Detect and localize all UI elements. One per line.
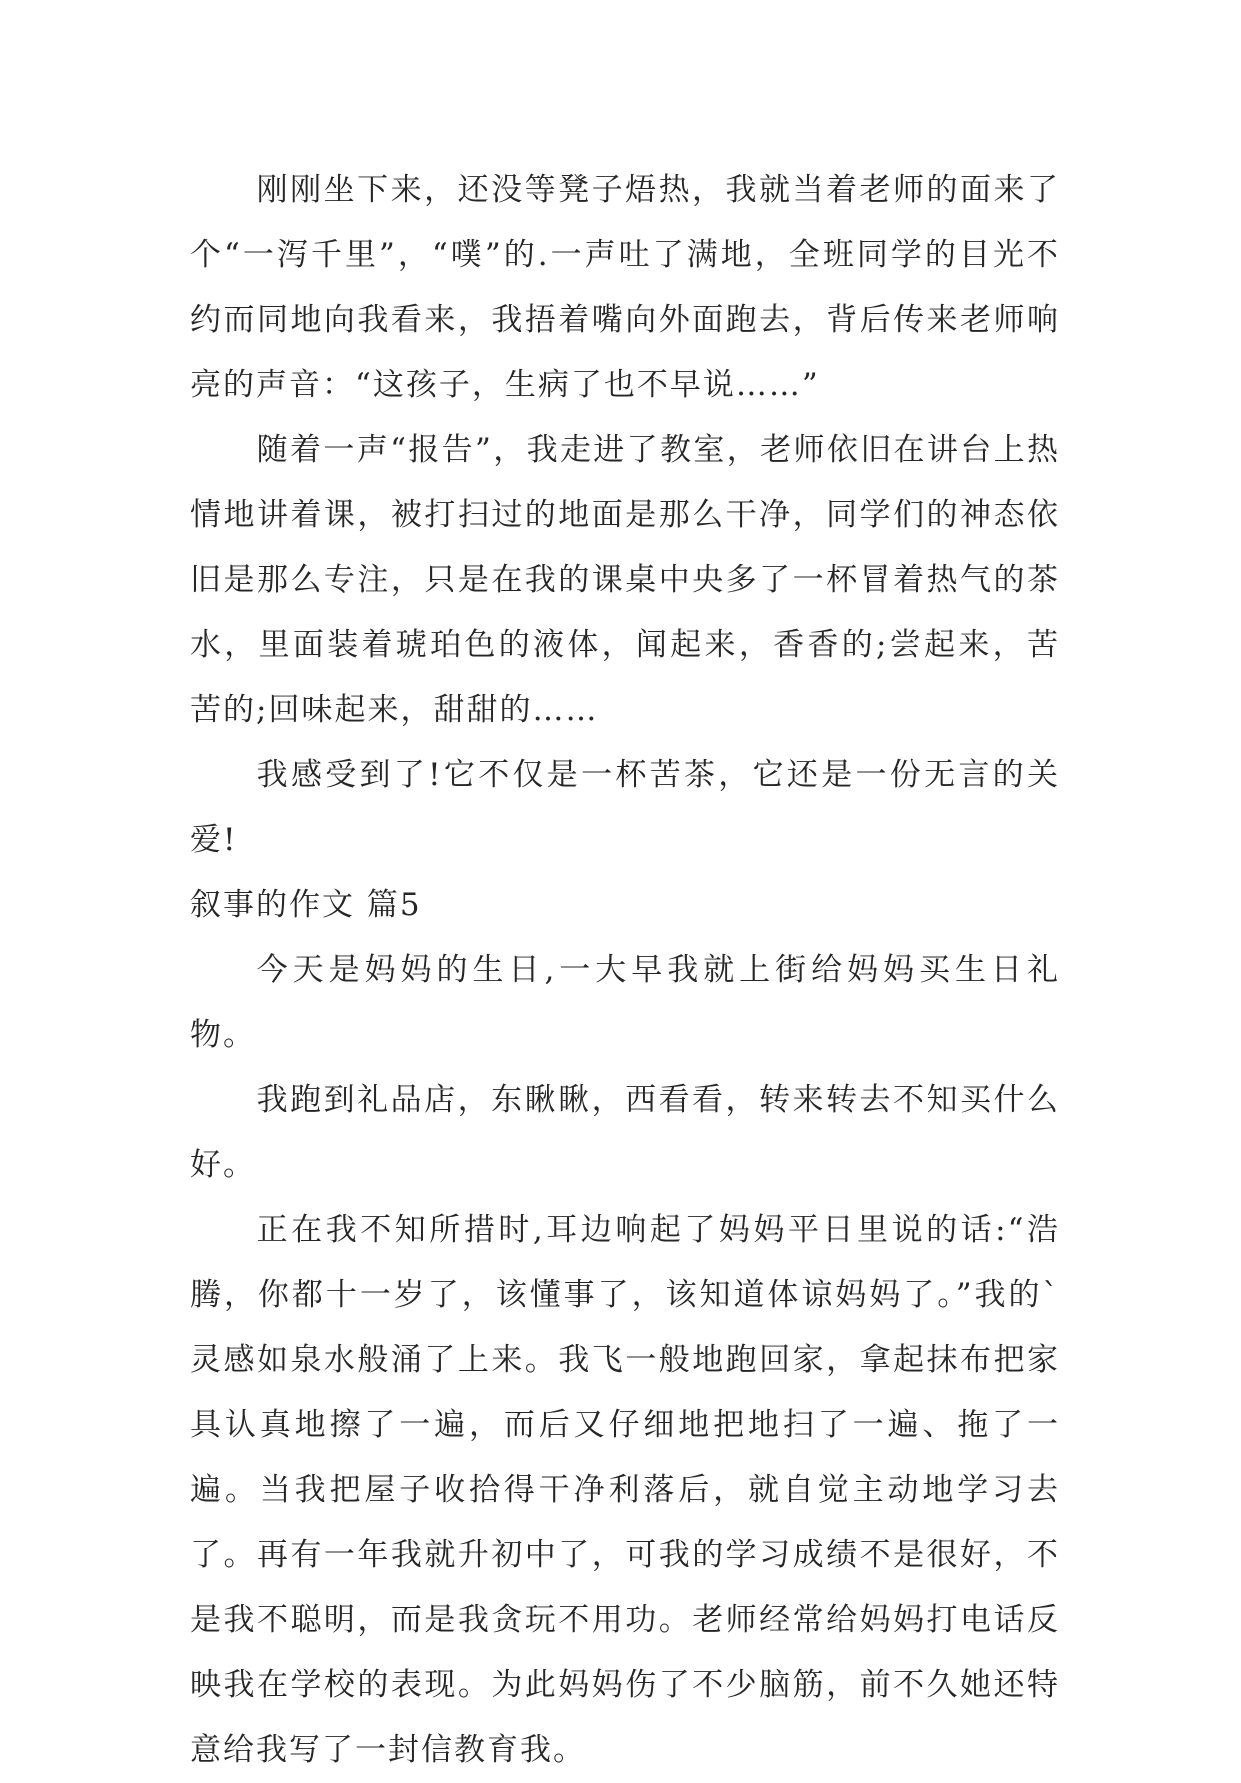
paragraph-6: 正在我不知所措时,耳边响起了妈妈平日里说的话:“浩腾，你都十一岁了，该懂事了，该知道体谅妈妈了。”我的`灵感如泉水般涌了上来。我飞一般地跑回家，拿起抹布把家具认真地擦了一遍，而后又仔细地把地扫了一遍、拖了一遍。当我把屋子收拾得干净利落后，就自觉主动地学习去了。再有一年我就升初中了，可我的学习成绩不是很好，不是我不聪明，而是我贪玩不用功。老师经常给妈妈打电话反映我在学校的表现。为此妈妈伤了不少脑筋，前不久她还特意给我写了一封信教育我。 (190, 1212, 1060, 1768)
paragraph-2: 随着一声“报告”，我走进了教室，老师依旧在讲台上热情地讲着课，被打扫过的地面是那么干净，同学们的神态依旧是那么专注，只是在我的课桌中央多了一杯冒着热气的茶水，里面装着琥珀色的液体，闻起来，香香的;尝起来，苦苦的;回味起来，甜甜的…… (190, 432, 1060, 728)
document-body (190, 158, 1060, 1783)
paragraph-5: 我跑到礼品店，东瞅瞅，西看看，转来转去不知买什么好。 (190, 1082, 1060, 1183)
paragraph-1: 刚刚坐下来，还没等凳子焐热，我就当着老师的面来了个“一泻千里”，“噗”的.一声吐了满地，全班同学的目光不约而同地向我看来，我捂着嘴向外面跑去，背后传来老师响亮的声音：“这孩子，生病了也不早说……” (190, 172, 1060, 403)
section-heading: 叙事的作文 篇5 (190, 887, 422, 923)
paragraph-3: 我感受到了!它不仅是一杯苦茶，它还是一份无言的关爱! (190, 757, 1060, 858)
paragraph-4: 今天是妈妈的生日,一大早我就上街给妈妈买生日礼物。 (190, 952, 1060, 1053)
